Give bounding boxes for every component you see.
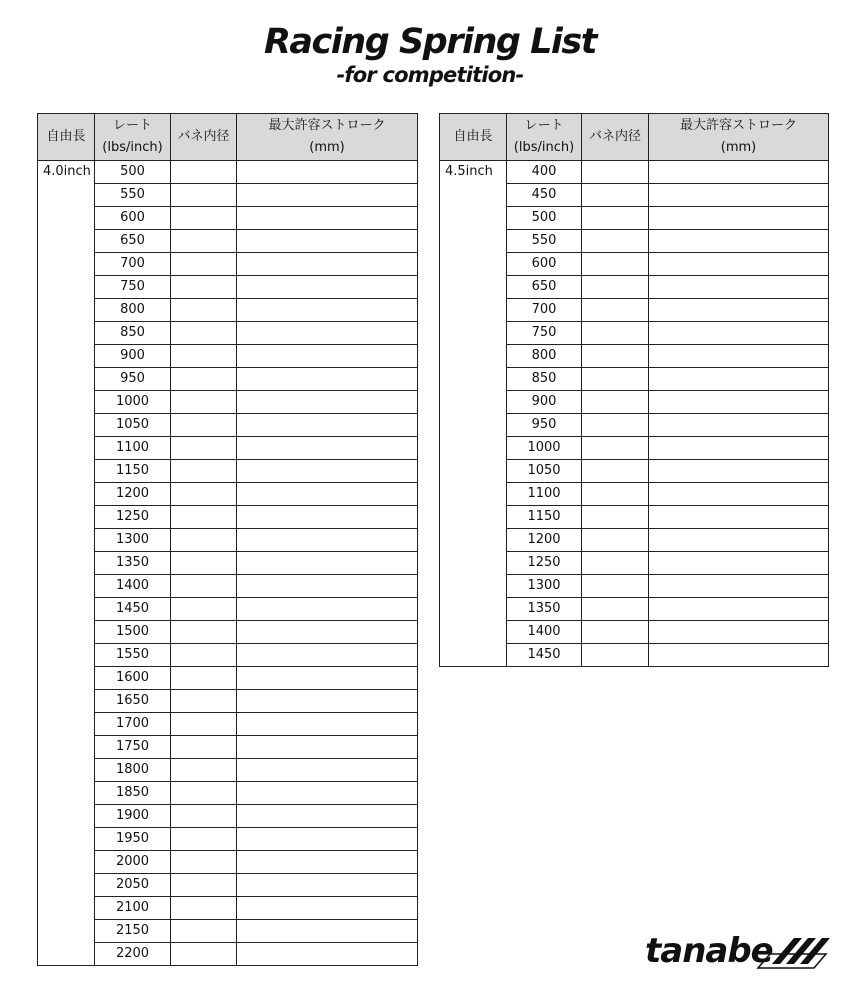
rate-cell: 1900 bbox=[95, 805, 171, 828]
table-row bbox=[38, 368, 418, 391]
inner-diameter-cell bbox=[171, 598, 237, 621]
table-row bbox=[38, 345, 418, 368]
header-inner-diameter: バネ内径 bbox=[171, 114, 237, 161]
header-rate bbox=[95, 114, 171, 161]
inner-diameter-cell bbox=[582, 391, 649, 414]
inner-diameter-cell bbox=[171, 253, 237, 276]
table-row bbox=[440, 161, 829, 184]
inner-diameter-cell bbox=[582, 184, 649, 207]
max-stroke-cell bbox=[649, 460, 829, 483]
max-stroke-cell bbox=[237, 345, 418, 368]
rate-cell: 600 bbox=[95, 207, 171, 230]
table-row bbox=[38, 575, 418, 598]
inner-diameter-cell bbox=[171, 322, 237, 345]
header-rate bbox=[507, 114, 582, 161]
header-rate-line1: レート bbox=[524, 118, 564, 133]
header-free-length: 自由長 bbox=[440, 114, 507, 161]
inner-diameter-cell bbox=[582, 437, 649, 460]
rate-cell: 800 bbox=[95, 299, 171, 322]
rate-cell: 1200 bbox=[507, 529, 582, 552]
rate-cell: 1350 bbox=[95, 552, 171, 575]
inner-diameter-cell bbox=[582, 506, 649, 529]
header-max-stroke-line2: (mm) bbox=[309, 140, 345, 155]
inner-diameter-cell bbox=[171, 575, 237, 598]
inner-diameter-cell bbox=[582, 299, 649, 322]
rate-cell: 900 bbox=[95, 345, 171, 368]
logo-stripes-icon bbox=[750, 934, 830, 970]
rate-cell: 1300 bbox=[95, 529, 171, 552]
inner-diameter-cell bbox=[582, 230, 649, 253]
max-stroke-cell bbox=[649, 368, 829, 391]
rate-cell: 850 bbox=[507, 368, 582, 391]
inner-diameter-cell bbox=[171, 805, 237, 828]
rate-cell: 1650 bbox=[95, 690, 171, 713]
max-stroke-cell bbox=[649, 552, 829, 575]
max-stroke-cell bbox=[649, 322, 829, 345]
inner-diameter-cell bbox=[171, 667, 237, 690]
header-inner-diameter: バネ内径 bbox=[582, 114, 649, 161]
rate-cell: 2100 bbox=[95, 897, 171, 920]
rate-cell: 1450 bbox=[507, 644, 582, 667]
inner-diameter-cell bbox=[582, 276, 649, 299]
rate-cell: 1300 bbox=[507, 575, 582, 598]
rate-cell: 2050 bbox=[95, 874, 171, 897]
max-stroke-cell bbox=[649, 621, 829, 644]
table-row bbox=[38, 805, 418, 828]
rate-cell: 550 bbox=[507, 230, 582, 253]
table-row bbox=[38, 529, 418, 552]
table-row bbox=[38, 230, 418, 253]
table-header-row bbox=[440, 114, 829, 161]
max-stroke-cell bbox=[649, 161, 829, 184]
header-max-stroke bbox=[649, 114, 829, 161]
max-stroke-cell bbox=[649, 437, 829, 460]
header-max-stroke-line2: (mm) bbox=[720, 140, 757, 155]
rate-cell: 2000 bbox=[95, 851, 171, 874]
header-max-stroke bbox=[237, 114, 418, 161]
rate-cell: 2200 bbox=[95, 943, 171, 966]
rate-cell: 1200 bbox=[95, 483, 171, 506]
rate-cell: 950 bbox=[507, 414, 582, 437]
table-row bbox=[38, 851, 418, 874]
inner-diameter-cell bbox=[582, 368, 649, 391]
inner-diameter-cell bbox=[171, 299, 237, 322]
table-row bbox=[38, 920, 418, 943]
header-max-stroke-line1: 最大許容ストローク bbox=[268, 118, 386, 133]
inner-diameter-cell bbox=[171, 276, 237, 299]
inner-diameter-cell bbox=[582, 345, 649, 368]
table-row bbox=[38, 828, 418, 851]
inner-diameter-cell bbox=[171, 690, 237, 713]
table-row bbox=[38, 690, 418, 713]
table-body bbox=[38, 161, 418, 966]
rate-cell: 500 bbox=[95, 161, 171, 184]
rate-cell: 1400 bbox=[507, 621, 582, 644]
max-stroke-cell bbox=[237, 368, 418, 391]
rate-cell: 1500 bbox=[95, 621, 171, 644]
rate-cell: 1550 bbox=[95, 644, 171, 667]
page-subtitle: -for competition- bbox=[336, 63, 524, 87]
rate-cell: 1950 bbox=[95, 828, 171, 851]
inner-diameter-cell bbox=[171, 529, 237, 552]
table-row bbox=[38, 437, 418, 460]
inner-diameter-cell bbox=[171, 897, 237, 920]
table-row bbox=[38, 276, 418, 299]
table-row bbox=[38, 207, 418, 230]
rate-cell: 800 bbox=[507, 345, 582, 368]
max-stroke-cell bbox=[237, 805, 418, 828]
max-stroke-cell bbox=[649, 276, 829, 299]
inner-diameter-cell bbox=[582, 621, 649, 644]
max-stroke-cell bbox=[649, 207, 829, 230]
inner-diameter-cell bbox=[171, 713, 237, 736]
table-row bbox=[38, 184, 418, 207]
inner-diameter-cell bbox=[171, 552, 237, 575]
max-stroke-cell bbox=[237, 483, 418, 506]
rate-cell: 1600 bbox=[95, 667, 171, 690]
rate-cell: 1850 bbox=[95, 782, 171, 805]
table-row bbox=[38, 943, 418, 966]
rate-cell: 1150 bbox=[507, 506, 582, 529]
header-rate-line2: (lbs/inch) bbox=[102, 140, 163, 155]
table-row bbox=[38, 897, 418, 920]
max-stroke-cell bbox=[237, 161, 418, 184]
inner-diameter-cell bbox=[582, 644, 649, 667]
inner-diameter-cell bbox=[171, 759, 237, 782]
max-stroke-cell bbox=[237, 621, 418, 644]
max-stroke-cell bbox=[237, 874, 418, 897]
rate-cell: 1000 bbox=[95, 391, 171, 414]
max-stroke-cell bbox=[237, 575, 418, 598]
table-row bbox=[38, 391, 418, 414]
inner-diameter-cell bbox=[171, 437, 237, 460]
inner-diameter-cell bbox=[171, 828, 237, 851]
rate-cell: 750 bbox=[507, 322, 582, 345]
table-row bbox=[38, 460, 418, 483]
max-stroke-cell bbox=[649, 644, 829, 667]
spring-table-4-5 bbox=[439, 113, 829, 667]
inner-diameter-cell bbox=[171, 943, 237, 966]
table-header-row bbox=[38, 114, 418, 161]
max-stroke-cell bbox=[237, 184, 418, 207]
inner-diameter-cell bbox=[171, 161, 237, 184]
max-stroke-cell bbox=[237, 690, 418, 713]
inner-diameter-cell bbox=[171, 736, 237, 759]
page-title: Racing Spring List bbox=[263, 22, 596, 62]
table-row bbox=[38, 874, 418, 897]
inner-diameter-cell bbox=[171, 874, 237, 897]
header-rate-line2: (lbs/inch) bbox=[513, 140, 575, 155]
rate-cell: 900 bbox=[507, 391, 582, 414]
max-stroke-cell bbox=[649, 230, 829, 253]
table-row bbox=[38, 322, 418, 345]
max-stroke-cell bbox=[237, 851, 418, 874]
max-stroke-cell bbox=[237, 207, 418, 230]
inner-diameter-cell bbox=[171, 644, 237, 667]
max-stroke-cell bbox=[237, 322, 418, 345]
rate-cell: 1100 bbox=[95, 437, 171, 460]
max-stroke-cell bbox=[237, 828, 418, 851]
inner-diameter-cell bbox=[171, 230, 237, 253]
max-stroke-cell bbox=[237, 598, 418, 621]
inner-diameter-cell bbox=[171, 414, 237, 437]
max-stroke-cell bbox=[237, 552, 418, 575]
tanabe-logo bbox=[645, 930, 835, 975]
rate-cell: 1800 bbox=[95, 759, 171, 782]
inner-diameter-cell bbox=[171, 391, 237, 414]
free-length-cell: 4.5inch bbox=[440, 161, 507, 667]
inner-diameter-cell bbox=[582, 529, 649, 552]
rate-cell: 550 bbox=[95, 184, 171, 207]
rate-cell: 1700 bbox=[95, 713, 171, 736]
table-row bbox=[38, 598, 418, 621]
max-stroke-cell bbox=[649, 253, 829, 276]
rate-cell: 400 bbox=[507, 161, 582, 184]
max-stroke-cell bbox=[237, 460, 418, 483]
max-stroke-cell bbox=[237, 253, 418, 276]
rate-cell: 600 bbox=[507, 253, 582, 276]
max-stroke-cell bbox=[237, 529, 418, 552]
max-stroke-cell bbox=[649, 483, 829, 506]
inner-diameter-cell bbox=[171, 506, 237, 529]
table-row bbox=[38, 667, 418, 690]
max-stroke-cell bbox=[237, 782, 418, 805]
inner-diameter-cell bbox=[582, 483, 649, 506]
inner-diameter-cell bbox=[171, 851, 237, 874]
table-row bbox=[38, 621, 418, 644]
inner-diameter-cell bbox=[582, 161, 649, 184]
inner-diameter-cell bbox=[582, 460, 649, 483]
max-stroke-cell bbox=[649, 391, 829, 414]
header-free-length: 自由長 bbox=[38, 114, 95, 161]
max-stroke-cell bbox=[237, 299, 418, 322]
max-stroke-cell bbox=[237, 943, 418, 966]
max-stroke-cell bbox=[237, 667, 418, 690]
inner-diameter-cell bbox=[171, 184, 237, 207]
max-stroke-cell bbox=[237, 506, 418, 529]
table-row bbox=[38, 414, 418, 437]
max-stroke-cell bbox=[237, 276, 418, 299]
rate-cell: 650 bbox=[95, 230, 171, 253]
rate-cell: 1100 bbox=[507, 483, 582, 506]
rate-cell: 1000 bbox=[507, 437, 582, 460]
max-stroke-cell bbox=[649, 506, 829, 529]
rate-cell: 950 bbox=[95, 368, 171, 391]
max-stroke-cell bbox=[237, 644, 418, 667]
inner-diameter-cell bbox=[582, 253, 649, 276]
inner-diameter-cell bbox=[582, 414, 649, 437]
inner-diameter-cell bbox=[171, 207, 237, 230]
inner-diameter-cell bbox=[171, 782, 237, 805]
inner-diameter-cell bbox=[171, 345, 237, 368]
rate-cell: 1750 bbox=[95, 736, 171, 759]
inner-diameter-cell bbox=[582, 575, 649, 598]
table-row bbox=[38, 483, 418, 506]
inner-diameter-cell bbox=[171, 483, 237, 506]
table-row bbox=[38, 552, 418, 575]
max-stroke-cell bbox=[237, 437, 418, 460]
rate-cell: 1350 bbox=[507, 598, 582, 621]
max-stroke-cell bbox=[649, 529, 829, 552]
max-stroke-cell bbox=[649, 345, 829, 368]
rate-cell: 1250 bbox=[95, 506, 171, 529]
header-max-stroke-line1: 最大許容ストローク bbox=[679, 118, 797, 133]
table-row bbox=[38, 299, 418, 322]
max-stroke-cell bbox=[237, 897, 418, 920]
inner-diameter-cell bbox=[582, 552, 649, 575]
rate-cell: 1450 bbox=[95, 598, 171, 621]
inner-diameter-cell bbox=[582, 322, 649, 345]
free-length-cell: 4.0inch bbox=[38, 161, 95, 966]
max-stroke-cell bbox=[237, 414, 418, 437]
max-stroke-cell bbox=[649, 299, 829, 322]
rate-cell: 500 bbox=[507, 207, 582, 230]
rate-cell: 2150 bbox=[95, 920, 171, 943]
table-row bbox=[38, 644, 418, 667]
table-body bbox=[440, 161, 829, 667]
table-row bbox=[38, 253, 418, 276]
max-stroke-cell bbox=[649, 184, 829, 207]
table-row bbox=[38, 713, 418, 736]
inner-diameter-cell bbox=[582, 207, 649, 230]
max-stroke-cell bbox=[237, 230, 418, 253]
rate-cell: 750 bbox=[95, 276, 171, 299]
rate-cell: 450 bbox=[507, 184, 582, 207]
rate-cell: 1050 bbox=[95, 414, 171, 437]
max-stroke-cell bbox=[649, 414, 829, 437]
inner-diameter-cell bbox=[171, 368, 237, 391]
max-stroke-cell bbox=[649, 575, 829, 598]
max-stroke-cell bbox=[237, 759, 418, 782]
table-row bbox=[38, 782, 418, 805]
logo-text: tanabe bbox=[645, 931, 773, 971]
table-row bbox=[38, 161, 418, 184]
table-row bbox=[38, 506, 418, 529]
inner-diameter-cell bbox=[582, 598, 649, 621]
rate-cell: 1400 bbox=[95, 575, 171, 598]
max-stroke-cell bbox=[237, 920, 418, 943]
inner-diameter-cell bbox=[171, 460, 237, 483]
rate-cell: 700 bbox=[507, 299, 582, 322]
table-row bbox=[38, 736, 418, 759]
max-stroke-cell bbox=[237, 713, 418, 736]
rate-cell: 1150 bbox=[95, 460, 171, 483]
header-rate-line1: レート bbox=[112, 118, 152, 133]
rate-cell: 700 bbox=[95, 253, 171, 276]
table-row bbox=[38, 759, 418, 782]
rate-cell: 1050 bbox=[507, 460, 582, 483]
rate-cell: 650 bbox=[507, 276, 582, 299]
inner-diameter-cell bbox=[171, 621, 237, 644]
max-stroke-cell bbox=[237, 391, 418, 414]
max-stroke-cell bbox=[237, 736, 418, 759]
rate-cell: 1250 bbox=[507, 552, 582, 575]
max-stroke-cell bbox=[649, 598, 829, 621]
inner-diameter-cell bbox=[171, 920, 237, 943]
spring-table-4-0 bbox=[37, 113, 418, 966]
rate-cell: 850 bbox=[95, 322, 171, 345]
